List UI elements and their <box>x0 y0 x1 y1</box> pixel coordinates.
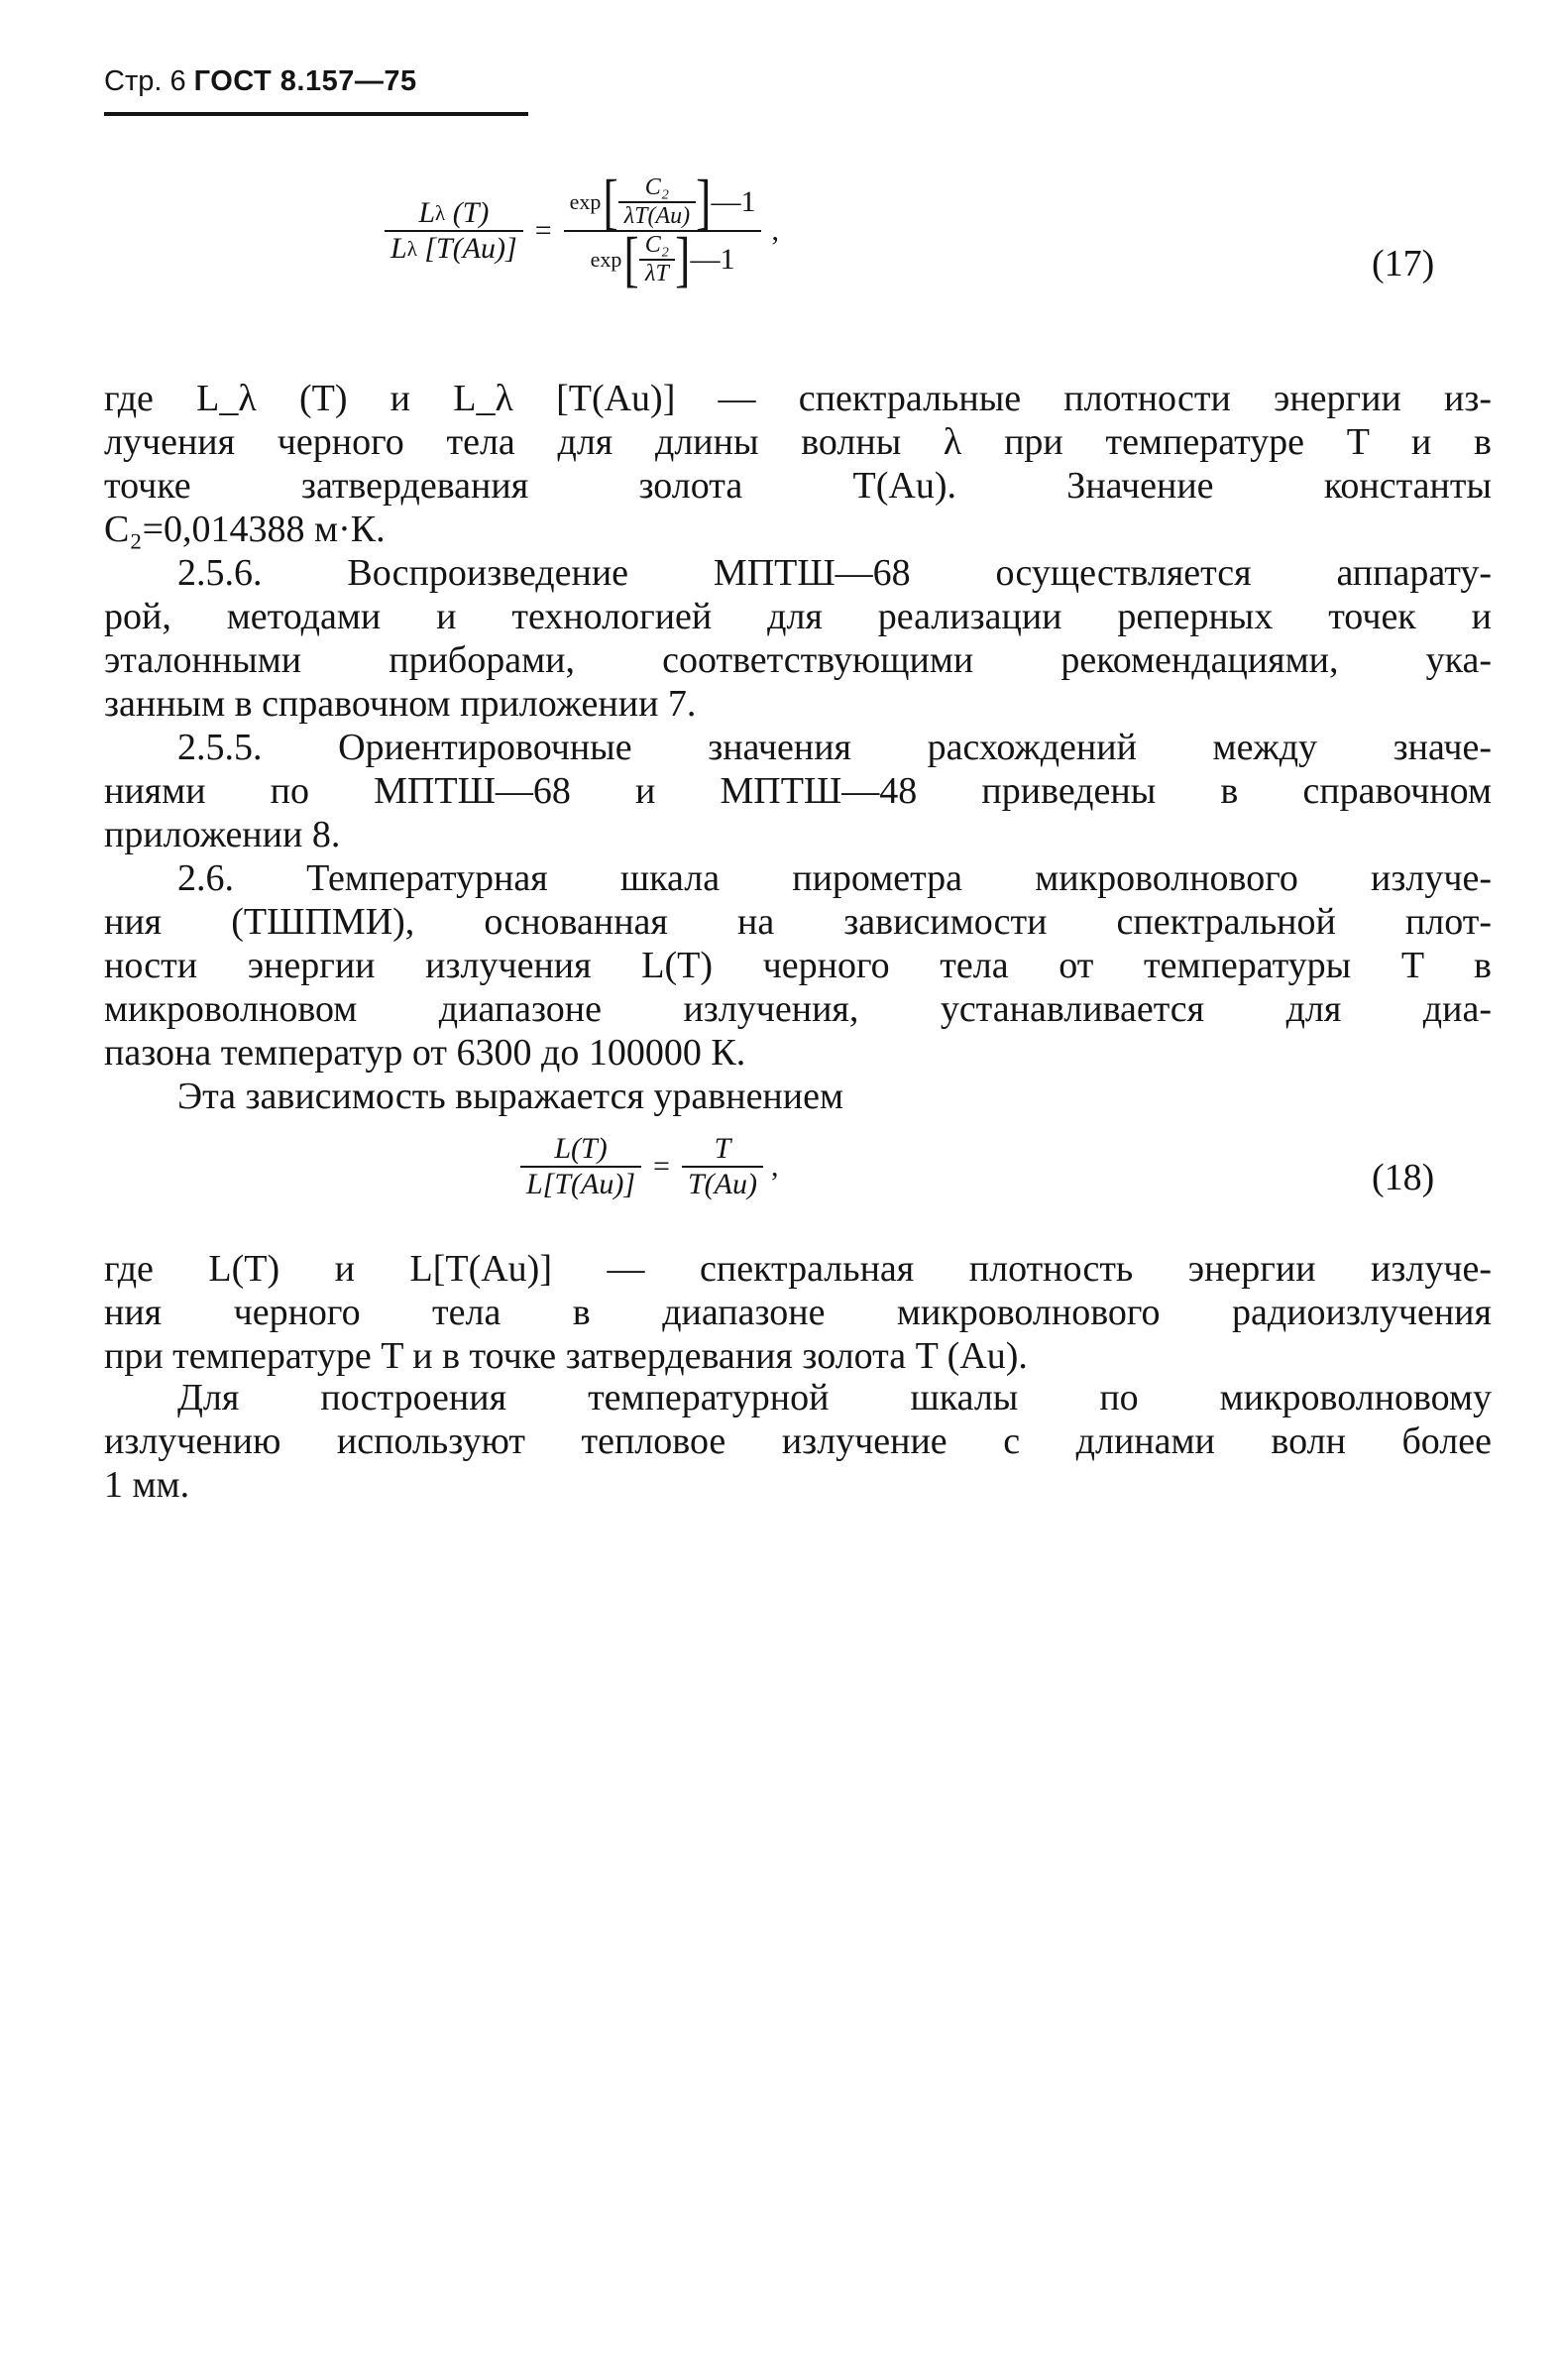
text-line: где L(T) и L[T(Au)] — спектральная плотность энергии излуче- <box>104 1248 1492 1290</box>
text-line: эталонными приборами, соответствующими рекомендациями, ука- <box>104 639 1492 681</box>
text-line: Для построения температурной шкалы по микроволновому <box>177 1377 1492 1418</box>
formula-18-lhs: $\frac{L(T)}{L[T(Au)]}$ <box>520 1132 641 1201</box>
text-line: приложении 8. <box>104 814 341 855</box>
text-line: микроволновом диапазоне излучения, устанавливается для диа- <box>104 988 1492 1030</box>
text-line: 2.6. Температурная шкала пирометра микроволнового излуче- <box>177 857 1492 899</box>
page-number: Стр. 6 <box>104 65 186 97</box>
equation-number-17: (17) <box>1372 243 1435 284</box>
text-line: где L_λ (T) и L_λ [T(Au)] — спектральные плотности энергии из- <box>104 378 1492 419</box>
text-line: лучения черного тела для длины волны λ при температуре T и в <box>104 421 1492 463</box>
text-line: ниями по МПТШ—68 и МПТШ—48 приведены в справочном <box>104 770 1492 812</box>
standard-code: ГОСТ 8.157—75 <box>193 65 417 97</box>
text-line: пазона температур от 6300 до 100000 К. <box>104 1032 746 1074</box>
text-line: C₂=0,014388 м·К. <box>104 509 386 550</box>
paragraph-2-5-6 <box>104 551 1492 726</box>
paragraph-microwave-scale <box>104 1376 1492 1507</box>
formula-17: L λ (T) L λ [T(Au)] = exp [ $\frac{\text{C₂}}{\lambda T(Au)}$ ] —1 exp [ $\frac{\text{C₂}}{\lambda T}$ ] —1 , <box>385 174 779 287</box>
text-line: излучению используют тепловое излучение с длинами волн более <box>104 1420 1492 1462</box>
paragraph-formula-18-explanation <box>104 1247 1492 1378</box>
text-line: 1 мм. <box>104 1464 190 1506</box>
text-line: точке затвердевания золота T(Au). Значение константы <box>104 465 1492 507</box>
text-line: занным в справочном приложении 7. <box>104 683 697 725</box>
text-line: Эта зависимость выражается уравнением <box>177 1076 844 1117</box>
paragraph-formula-17-explanation <box>104 377 1492 551</box>
running-header <box>104 61 528 101</box>
formula-17-rhs: exp [ $\frac{\text{C₂}}{\lambda T(Au)}$ ] —1 exp [ $\frac{\text{C₂}}{\lambda T}$ ] —1 <box>564 174 762 287</box>
text-line: 2.5.5. Ориентировочные значения расхождений между значе- <box>177 727 1492 768</box>
text-line: 2.5.6. Воспроизведение МПТШ—68 осуществляется аппарату- <box>177 552 1492 594</box>
header-rule <box>104 112 528 116</box>
equation-number-18: (18) <box>1372 1157 1435 1198</box>
formula-18-rhs: $\frac{T}{T(Au)}$ <box>682 1132 763 1201</box>
paragraph-equation-intro <box>104 1075 1492 1118</box>
paragraph-2-6 <box>104 856 1492 1075</box>
paragraph-2-5-5 <box>104 726 1492 856</box>
text-line: ности энергии излучения L(T) черного тела от температуры T в <box>104 945 1492 986</box>
text-line: при температуре T и в точке затвердевания золота T (Au). <box>104 1335 1028 1377</box>
formula-18: $\frac{L(T)}{L[T(Au)]}$ = $\frac{T}{T(Au)}$ , <box>520 1132 778 1201</box>
text-line: ния черного тела в диапазоне микроволнового радиоизлучения <box>104 1292 1492 1333</box>
formula-17-lhs: L λ (T) L λ [T(Au)] <box>385 196 523 266</box>
text-line: рой, методами и технологией для реализации реперных точек и <box>104 596 1492 637</box>
text-line: ния (ТШПМИ), основанная на зависимости спектральной плот- <box>104 901 1492 943</box>
